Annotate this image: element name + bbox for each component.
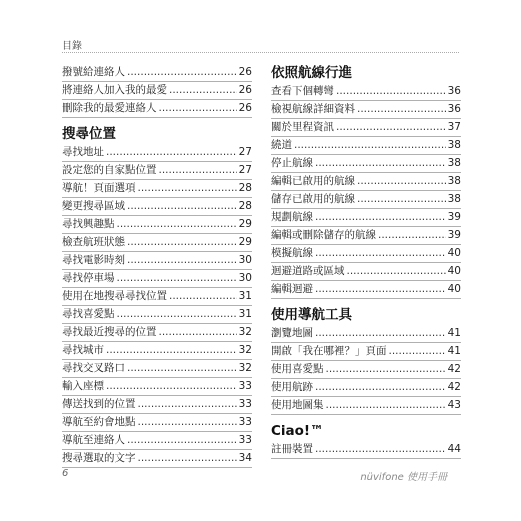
toc-entry-page: 41 — [447, 327, 461, 339]
toc-entry-page: 33 — [238, 398, 252, 410]
dot-leader — [117, 216, 237, 233]
toc-right-column — [271, 64, 461, 459]
toc-entry-title: 使用地圖集 — [271, 399, 324, 411]
toc-entry-page: 26 — [238, 84, 252, 96]
toc-entry-title: 瀏覽地圖 — [271, 327, 313, 339]
toc-entry-title: 尋找電影時刻 — [62, 254, 125, 266]
toc-entry-title: 尋找地址 — [62, 146, 104, 158]
toc-entry[interactable] — [271, 155, 461, 173]
toc-entry[interactable] — [62, 144, 252, 162]
toc-entry-page: 30 — [238, 254, 252, 266]
toc-entry-title: 導航至約會地點 — [62, 416, 136, 428]
toc-entry[interactable] — [271, 119, 461, 137]
toc-entry-title: 註冊裝置 — [271, 443, 313, 455]
toc-entry[interactable] — [271, 245, 461, 263]
toc-entry[interactable] — [271, 83, 461, 101]
dot-leader — [138, 450, 237, 467]
toc-entry-page: 27 — [238, 146, 252, 158]
toc-entry[interactable] — [62, 198, 252, 216]
toc-entry-page: 26 — [238, 102, 252, 114]
toc-group-ciao — [271, 441, 461, 459]
toc-entry-title: 儲存已啟用的航線 — [271, 193, 355, 205]
toc-entry[interactable] — [271, 397, 461, 415]
toc-entry[interactable] — [62, 288, 252, 306]
dot-leader — [117, 306, 237, 323]
dot-leader — [315, 441, 446, 458]
toc-entry[interactable] — [62, 234, 252, 252]
section-title-nav-tools: 使用導航工具 — [271, 307, 352, 323]
toc-entry[interactable] — [271, 263, 461, 281]
dot-leader — [357, 101, 446, 118]
toc-entry-page: 32 — [238, 362, 252, 374]
toc-entry[interactable] — [271, 101, 461, 119]
toc-entry-page: 42 — [447, 381, 461, 393]
toc-entry[interactable] — [271, 209, 461, 227]
toc-entry-title: 尋找交叉路口 — [62, 362, 125, 374]
toc-group-nav-tools — [271, 325, 461, 415]
dot-leader — [159, 100, 237, 117]
toc-entry-title: 使用航跡 — [271, 381, 313, 393]
toc-entry[interactable] — [62, 396, 252, 414]
toc-entry[interactable] — [62, 450, 252, 468]
dot-leader — [127, 432, 237, 449]
toc-group-contacts — [62, 64, 252, 118]
toc-entry-page: 38 — [447, 139, 461, 151]
toc-entry[interactable] — [271, 343, 461, 361]
toc-entry-page: 33 — [238, 416, 252, 428]
toc-entry-title: 尋找城市 — [62, 344, 104, 356]
toc-entry-page: 30 — [238, 272, 252, 284]
toc-entry-page: 39 — [447, 229, 461, 241]
section-title-ciao: Ciao!™ — [271, 423, 324, 439]
toc-entry[interactable] — [62, 216, 252, 234]
dot-leader — [117, 270, 237, 287]
dot-leader — [326, 397, 446, 414]
toc-entry-page: 32 — [238, 344, 252, 356]
toc-entry-title: 搜尋選取的文字 — [62, 452, 136, 464]
toc-entry-title: 關於里程資訊 — [271, 121, 334, 133]
toc-entry-title: 變更搜尋區域 — [62, 200, 125, 212]
toc-entry[interactable] — [271, 379, 461, 397]
toc-entry[interactable] — [271, 361, 461, 379]
dot-leader — [127, 64, 237, 81]
toc-entry[interactable] — [271, 191, 461, 209]
dot-leader — [326, 361, 446, 378]
dot-leader — [347, 263, 446, 280]
dot-leader — [106, 144, 237, 161]
toc-entry[interactable] — [62, 162, 252, 180]
toc-left-column — [62, 64, 252, 468]
toc-entry-title: 使用喜愛點 — [271, 363, 324, 375]
toc-entry-page: 38 — [447, 193, 461, 205]
dot-leader — [169, 82, 237, 99]
toc-entry-title: 尋找最近搜尋的位置 — [62, 326, 157, 338]
toc-entry-page: 26 — [238, 66, 252, 78]
footer-product-name: nüvifone 使用手冊 — [360, 472, 447, 483]
dot-leader — [127, 234, 237, 251]
toc-entry-page: 27 — [238, 164, 252, 176]
header-divider — [62, 52, 459, 53]
toc-entry-page: 29 — [238, 236, 252, 248]
toc-entry-title: 尋找喜愛點 — [62, 308, 115, 320]
toc-entry-page: 28 — [238, 200, 252, 212]
dot-leader — [357, 191, 446, 208]
toc-entry-title: 繞道 — [271, 139, 292, 151]
toc-entry-title: 將連絡人加入我的最愛 — [62, 84, 167, 96]
toc-entry-title: 尋找興趣點 — [62, 218, 115, 230]
toc-entry-title: 迴避道路或區域 — [271, 265, 345, 277]
toc-entry[interactable] — [62, 360, 252, 378]
toc-entry[interactable] — [62, 64, 252, 82]
page-number: 6 — [62, 468, 69, 479]
toc-entry-title: 設定您的自家點位置 — [62, 164, 157, 176]
dot-leader — [315, 155, 446, 172]
toc-entry-title: 輸入座標 — [62, 380, 104, 392]
dot-leader — [389, 343, 446, 360]
dot-leader — [159, 162, 237, 179]
toc-entry[interactable] — [271, 173, 461, 191]
toc-entry-title: 編輯迴避 — [271, 283, 313, 295]
toc-entry[interactable] — [271, 137, 461, 155]
toc-entry-page: 36 — [447, 103, 461, 115]
dot-leader — [169, 288, 237, 305]
toc-entry[interactable] — [62, 378, 252, 396]
dot-leader — [138, 180, 237, 197]
toc-entry[interactable] — [62, 252, 252, 270]
toc-entry-page: 37 — [447, 121, 461, 133]
toc-group-search-location — [62, 144, 252, 468]
toc-entry-title: 刪除我的最愛連絡人 — [62, 102, 157, 114]
toc-entry[interactable] — [62, 100, 252, 118]
toc-entry-page: 31 — [238, 290, 252, 302]
dot-leader — [106, 342, 237, 359]
dot-leader — [138, 414, 237, 431]
section-title-search-location: 搜尋位置 — [62, 126, 116, 142]
toc-entry[interactable] — [62, 414, 252, 432]
running-header: 目錄 — [62, 41, 82, 52]
dot-leader — [378, 227, 446, 244]
toc-entry[interactable] — [62, 306, 252, 324]
toc-entry-page: 39 — [447, 211, 461, 223]
dot-leader — [357, 173, 446, 190]
toc-entry[interactable] — [271, 281, 461, 299]
dot-leader — [336, 83, 446, 100]
toc-entry-page: 43 — [447, 399, 461, 411]
toc-entry-page: 38 — [447, 175, 461, 187]
dot-leader — [106, 378, 237, 395]
toc-entry[interactable] — [62, 82, 252, 100]
toc-entry-page: 44 — [447, 443, 461, 455]
toc-entry-title: 導航至連絡人 — [62, 434, 125, 446]
toc-entry-page: 41 — [447, 345, 461, 357]
dot-leader — [159, 324, 237, 341]
toc-entry-title: 停止航線 — [271, 157, 313, 169]
dot-leader — [336, 119, 446, 136]
dot-leader — [127, 252, 237, 269]
toc-entry-title: 傳送找到的位置 — [62, 398, 136, 410]
dot-leader — [315, 209, 446, 226]
dot-leader — [315, 281, 446, 298]
toc-entry-title: 導航！頁面選項 — [62, 182, 136, 194]
toc-entry-title: 編輯已啟用的航線 — [271, 175, 355, 187]
toc-entry-page: 42 — [447, 363, 461, 375]
dot-leader — [315, 245, 446, 262]
toc-entry-title: 查看下個轉彎 — [271, 85, 334, 97]
dot-leader — [127, 360, 237, 377]
toc-entry-title: 撥號給連絡人 — [62, 66, 125, 78]
toc-entry-title: 編輯或刪除儲存的航線 — [271, 229, 376, 241]
toc-entry-page: 38 — [447, 157, 461, 169]
dot-leader — [294, 137, 446, 154]
toc-entry[interactable] — [271, 227, 461, 245]
toc-group-follow-route — [271, 83, 461, 299]
toc-entry[interactable] — [62, 270, 252, 288]
toc-entry-page: 40 — [447, 247, 461, 259]
dot-leader — [127, 198, 237, 215]
dot-leader — [315, 379, 446, 396]
dot-leader — [138, 396, 237, 413]
section-title-follow-route: 依照航線行進 — [271, 65, 352, 81]
toc-entry-page: 40 — [447, 265, 461, 277]
dot-leader — [315, 325, 446, 342]
toc-entry-title: 規劃航線 — [271, 211, 313, 223]
toc-entry-page: 29 — [238, 218, 252, 230]
toc-entry[interactable] — [62, 432, 252, 450]
toc-entry-title: 開啟「我在哪裡？」頁面 — [271, 345, 387, 357]
toc-entry-title: 使用在地搜尋尋找位置 — [62, 290, 167, 302]
toc-entry-page: 33 — [238, 380, 252, 392]
toc-entry-page: 32 — [238, 326, 252, 338]
toc-entry[interactable] — [62, 324, 252, 342]
toc-entry-page: 36 — [447, 85, 461, 97]
toc-entry-page: 34 — [238, 452, 252, 464]
toc-entry-page: 33 — [238, 434, 252, 446]
toc-entry[interactable] — [271, 325, 461, 343]
toc-entry-title: 模擬航線 — [271, 247, 313, 259]
toc-entry-title: 檢查航班狀態 — [62, 236, 125, 248]
toc-entry[interactable] — [62, 180, 252, 198]
toc-entry-page: 28 — [238, 182, 252, 194]
toc-entry[interactable] — [271, 441, 461, 459]
toc-entry-page: 40 — [447, 283, 461, 295]
toc-entry[interactable] — [62, 342, 252, 360]
toc-entry-title: 檢視航線詳細資料 — [271, 103, 355, 115]
toc-entry-page: 31 — [238, 308, 252, 320]
toc-entry-title: 尋找停車場 — [62, 272, 115, 284]
